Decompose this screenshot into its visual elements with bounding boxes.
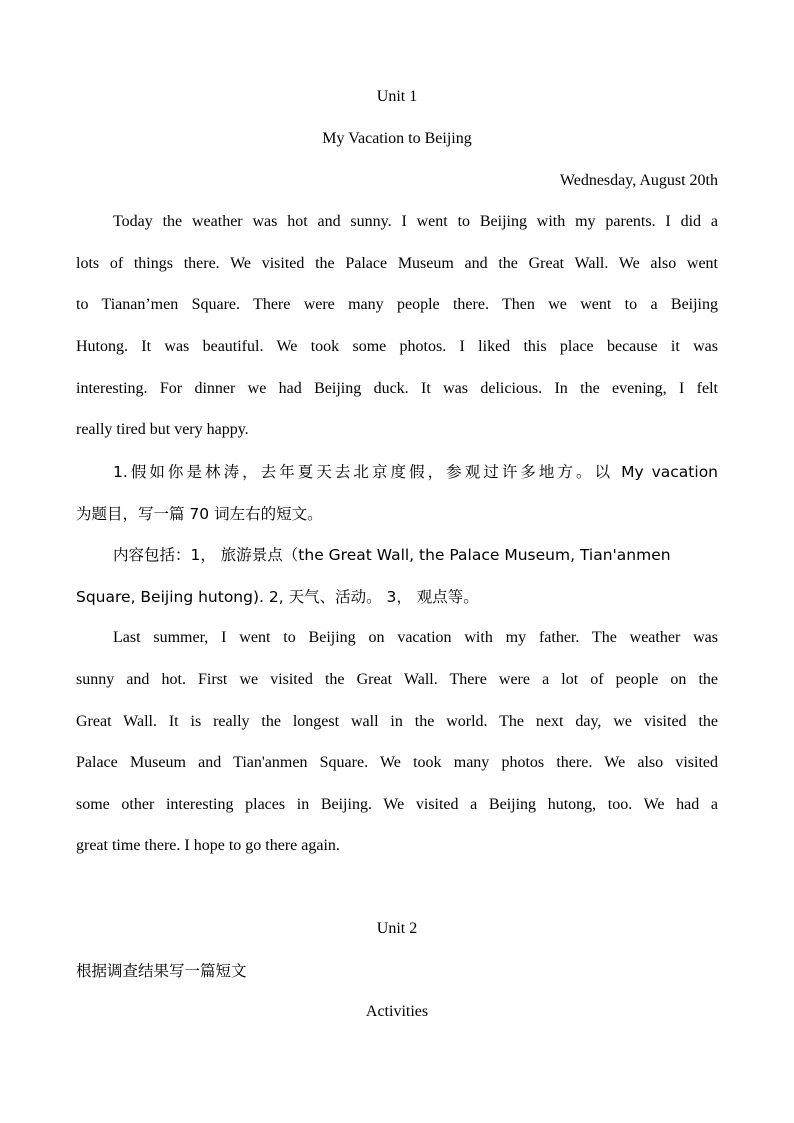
sample-line: great time there. I hope to go there again.: [76, 837, 340, 854]
unit1-heading: Unit 1: [376, 88, 418, 105]
sample-line: sunny and hot. First we visited the Great Wall. There were a lot of people on the: [76, 671, 718, 688]
unit1-title: My Vacation to Beijing: [322, 130, 472, 147]
sample-line: Palace Museum and Tian'anmen Square. We took many photos there. We also visited: [76, 754, 718, 771]
unit2-instruction: 根据调查结果写一篇短文: [76, 962, 247, 980]
task-line: 为题目，写一篇 70 词左右的短文。: [76, 505, 323, 523]
sample-line: some other interesting places in Beijing. We visited a Beijing hutong, too. We had a: [76, 796, 718, 813]
passage-line: Today the weather was hot and sunny. I went to Beijing with my parents. I did a: [113, 213, 718, 230]
passage-line: Hutong. It was beautiful. We took some photos. I liked this place because it was: [76, 338, 718, 355]
unit2-title: Activities: [365, 1003, 429, 1020]
passage-line: interesting. For dinner we had Beijing duck. It was delicious. In the evening, I felt: [76, 380, 718, 397]
diary-date: Wednesday, August 20th: [559, 172, 718, 189]
sample-line: Last summer, I went to Beijing on vacation with my father. The weather was: [113, 629, 718, 646]
sample-line: Great Wall. It is really the longest wall in the world. The next day, we visited the: [76, 713, 718, 730]
passage-line: to Tiananʼmen Square. There were many people there. Then we went to a Beijing: [76, 296, 718, 313]
passage-line: really tired but very happy.: [76, 421, 249, 438]
unit2-heading: Unit 2: [376, 920, 418, 937]
content-line: 内容包括：1， 旅游景点（the Great Wall, the Palace Museum, Tian'anmen: [113, 546, 671, 564]
task-line: 1.假如你是林涛，去年夏天去北京度假，参观过许多地方。以 My vacation: [113, 463, 718, 481]
content-line: Square, Beijing hutong). 2, 天气、活动。 3， 观点等。: [76, 588, 479, 606]
passage-line: lots of things there. We visited the Palace Museum and the Great Wall. We also went: [76, 255, 718, 272]
